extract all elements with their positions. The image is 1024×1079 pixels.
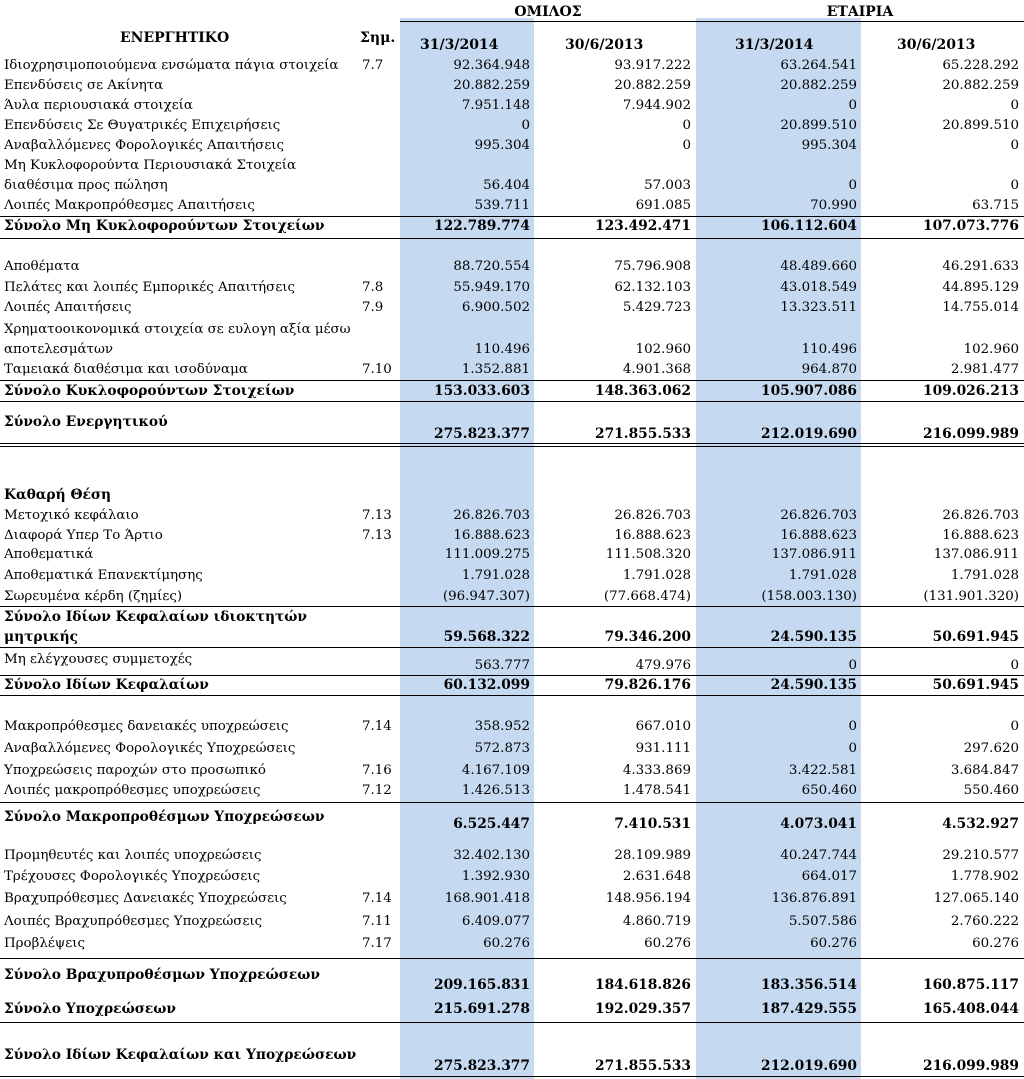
amount-cell: 563.777 — [474, 658, 530, 673]
row-label: Σύνολο Μακροπροθέσμων Υποχρεώσεων — [4, 809, 325, 825]
amount-cell: 4.167.109 — [461, 763, 530, 778]
note-ref: 7.7 — [362, 58, 384, 73]
amount-cell: 123.492.471 — [594, 218, 691, 234]
row-label: Αποθεματικά — [4, 547, 94, 562]
row-rule — [0, 238, 1024, 239]
amount-cell: 63.715 — [972, 198, 1019, 213]
row-label: Μη Κυκλοφορούντα Περιουσιακά Στοιχεία — [4, 158, 296, 173]
amount-cell: 32.402.130 — [453, 848, 530, 863]
row-label: Λοιπές Μακροπρόθεσμες Απαιτήσεις — [4, 198, 255, 213]
amount-cell: 148.363.062 — [594, 383, 691, 399]
row-rule — [0, 1022, 1024, 1023]
amount-cell: 0 — [1010, 98, 1019, 113]
amount-cell: (131.901.320) — [923, 589, 1019, 604]
amount-cell: 0 — [682, 138, 691, 153]
amount-cell: 56.404 — [483, 178, 530, 193]
amount-cell: 102.960 — [635, 342, 691, 357]
amount-cell: 4.073.041 — [780, 816, 857, 832]
amount-cell: 43.018.549 — [780, 280, 857, 295]
note-ref: 7.8 — [362, 280, 384, 295]
row-label: Αναβαλλόμενες Φορολογικές Απαιτήσεις — [4, 138, 285, 153]
amount-cell: 44.895.129 — [942, 280, 1019, 295]
amount-cell: 20.882.259 — [453, 78, 530, 93]
amount-cell: 275.823.377 — [433, 426, 530, 442]
amount-cell: 3.422.581 — [788, 763, 857, 778]
amount-cell: 111.508.320 — [605, 547, 691, 562]
row-rule — [0, 695, 1024, 696]
note-ref: 7.14 — [362, 719, 392, 734]
amount-cell: 2.760.222 — [950, 914, 1019, 929]
note-ref: 7.9 — [362, 300, 384, 315]
row-label: Προβλέψεις — [4, 936, 85, 951]
amount-cell: 50.691.945 — [932, 677, 1019, 693]
row-label: Λοιπές Βραχυπρόθεσμες Υποχρεώσεις — [4, 914, 263, 929]
amount-cell: 93.917.222 — [614, 58, 691, 73]
amount-cell: 7.951.148 — [461, 98, 530, 113]
amount-cell: 20.899.510 — [942, 118, 1019, 133]
amount-cell: 1.791.028 — [950, 568, 1019, 583]
amount-cell: 79.826.176 — [604, 677, 691, 693]
amount-cell: 16.888.623 — [942, 528, 1019, 543]
amount-cell: 212.019.690 — [760, 1058, 857, 1074]
amount-cell: 105.907.086 — [760, 383, 857, 399]
amount-cell: 148.956.194 — [605, 891, 691, 906]
amount-cell: 691.085 — [635, 198, 691, 213]
amount-cell: 7.944.902 — [622, 98, 691, 113]
date-header: 31/3/2014 — [735, 37, 814, 53]
amount-cell: 216.099.989 — [922, 426, 1019, 442]
amount-cell: 110.496 — [474, 342, 530, 357]
amount-cell: 60.276 — [483, 936, 530, 951]
note-ref: 7.13 — [362, 528, 392, 543]
row-label: Άυλα περιουσιακά στοιχεία — [4, 98, 193, 113]
amount-cell: 26.826.703 — [780, 508, 857, 523]
amount-cell: 6.525.447 — [453, 816, 530, 832]
amount-cell: 271.855.533 — [594, 1058, 691, 1074]
row-label: Λοιπές μακροπρόθεσμες υποχρεώσεις — [4, 783, 261, 798]
amount-cell: 40.247.744 — [780, 848, 857, 863]
row-label: Προμηθευτές και λοιπές υποχρεώσεις — [4, 848, 262, 863]
amount-cell: 650.460 — [801, 783, 857, 798]
row-label: Μετοχικό κεφάλαιο — [4, 508, 139, 523]
amount-cell: 931.111 — [635, 741, 691, 756]
amount-cell: 1.778.902 — [950, 869, 1019, 884]
amount-cell: 122.789.774 — [433, 218, 530, 234]
row-rule — [0, 606, 1024, 607]
note-ref: 7.10 — [362, 362, 392, 377]
amount-cell: 297.620 — [963, 741, 1019, 756]
amount-cell: 106.112.604 — [760, 218, 857, 234]
row-rule — [0, 1076, 1024, 1077]
row-rule — [0, 647, 1024, 648]
amount-cell: 667.010 — [635, 719, 691, 734]
amount-cell: 111.009.275 — [444, 547, 530, 562]
amount-cell: 136.876.891 — [771, 891, 857, 906]
amount-cell: 664.017 — [801, 869, 857, 884]
company-header: ΕΤΑΙΡΙΑ — [826, 4, 894, 20]
note-ref: 7.14 — [362, 891, 392, 906]
row-label: Μακροπρόθεσμες δανειακές υποχρεώσεις — [4, 719, 289, 734]
amount-cell: 29.210.577 — [942, 848, 1019, 863]
amount-cell: 26.826.703 — [453, 508, 530, 523]
note-ref: 7.17 — [362, 936, 392, 951]
amount-cell: 212.019.690 — [760, 426, 857, 442]
amount-cell: 4.860.719 — [622, 914, 691, 929]
row-label: Σωρευμένα κέρδη (ζημίες) — [4, 589, 183, 604]
row-rule — [0, 216, 1024, 217]
row-label: Ιδιοχρησιμοποιούμενα ενσώματα πάγια στοιχεία — [4, 58, 339, 73]
row-label: Σύνολο Ιδίων Κεφαλαίων — [4, 677, 209, 693]
amount-cell: 165.408.044 — [922, 1001, 1019, 1017]
amount-cell: 137.086.911 — [771, 547, 857, 562]
amount-cell: 964.870 — [801, 362, 857, 377]
amount-cell: 6.409.077 — [461, 914, 530, 929]
amount-cell: 20.882.259 — [942, 78, 1019, 93]
amount-cell: 20.882.259 — [780, 78, 857, 93]
amount-cell: 88.720.554 — [453, 259, 530, 274]
amount-cell: 168.901.418 — [444, 891, 530, 906]
amount-cell: 0 — [848, 658, 857, 673]
amount-cell: 0 — [848, 178, 857, 193]
amount-cell: 0 — [521, 118, 530, 133]
note-column-header: Σημ. — [360, 30, 396, 46]
date-header: 30/6/2013 — [565, 37, 644, 53]
row-label: Αποθέματα — [4, 259, 80, 274]
amount-cell: 358.952 — [474, 719, 530, 734]
amount-cell: 24.590.135 — [770, 677, 857, 693]
amount-cell: 20.899.510 — [780, 118, 857, 133]
amount-cell: 60.276 — [644, 936, 691, 951]
amount-cell: 995.304 — [474, 138, 530, 153]
row-label-continued: μητρικής — [4, 629, 79, 645]
amount-cell: 16.888.623 — [453, 528, 530, 543]
amount-cell: 550.460 — [963, 783, 1019, 798]
amount-cell: 479.976 — [635, 658, 691, 673]
row-label: Αναβαλλόμενες Φορολογικές Υποχρεώσεις — [4, 741, 296, 756]
amount-cell: 102.960 — [963, 342, 1019, 357]
amount-cell: (77.668.474) — [603, 589, 691, 604]
amount-cell: 16.888.623 — [614, 528, 691, 543]
amount-cell: 183.356.514 — [760, 977, 857, 993]
amount-cell: 153.033.603 — [433, 383, 530, 399]
amount-cell: 995.304 — [801, 138, 857, 153]
amount-cell: 4.532.927 — [942, 816, 1019, 832]
amount-cell: 0 — [848, 719, 857, 734]
amount-cell: 7.410.531 — [614, 816, 691, 832]
note-ref: 7.11 — [362, 914, 392, 929]
amount-cell: 160.875.117 — [922, 977, 1019, 993]
row-label: Τρέχουσες Φορολογικές Υποχρεώσεις — [4, 869, 261, 884]
amount-cell: 107.073.776 — [922, 218, 1019, 234]
amount-cell: 60.276 — [810, 936, 857, 951]
amount-cell: 70.990 — [810, 198, 857, 213]
row-rule — [0, 675, 1024, 676]
note-ref: 7.12 — [362, 783, 392, 798]
section-title: ΕΝΕΡΓΗΤΙΚΟ — [120, 30, 230, 46]
row-label: Σύνολο Βραχυπροθέσμων Υποχρεώσεων — [4, 967, 320, 983]
row-label: Επενδύσεις σε Ακίνητα — [4, 78, 164, 93]
row-label: Σύνολο Μη Κυκλοφορούντων Στοιχείων — [4, 218, 325, 234]
amount-cell: 0 — [682, 118, 691, 133]
row-label: Μη ελέγχουσες συμμετοχές — [4, 652, 193, 667]
amount-cell: 55.949.170 — [453, 280, 530, 295]
date-header: 30/6/2013 — [897, 37, 976, 53]
row-label: Διαφορά Υπερ Το Άρτιο — [4, 528, 163, 543]
amount-cell: 539.711 — [474, 198, 530, 213]
amount-cell: 59.568.322 — [443, 629, 530, 645]
row-rule — [0, 802, 1024, 803]
amount-cell: 1.791.028 — [622, 568, 691, 583]
amount-cell: 1.478.541 — [622, 783, 691, 798]
amount-cell: 14.755.014 — [942, 300, 1019, 315]
amount-cell: 187.429.555 — [760, 1001, 857, 1017]
amount-cell: 3.684.847 — [950, 763, 1019, 778]
row-rule — [0, 958, 1024, 959]
note-ref: 7.13 — [362, 508, 392, 523]
amount-cell: 0 — [1010, 719, 1019, 734]
row-label: Σύνολο Ιδίων Κεφαλαίων και Υποχρεώσεων — [4, 1047, 357, 1063]
amount-cell: 184.618.826 — [594, 977, 691, 993]
row-label: Υποχρεώσεις παροχών στο προσωπικό — [4, 763, 266, 778]
amount-cell: 127.065.140 — [933, 891, 1019, 906]
row-label: Σύνολο Ιδίων Κεφαλαίων ιδιοκτητών — [4, 609, 307, 625]
amount-cell: 0 — [1010, 178, 1019, 193]
amount-cell: 2.981.477 — [950, 362, 1019, 377]
row-label: Βραχυπρόθεσμες Δανειακές Υποχρεώσεις — [4, 891, 287, 906]
amount-cell: 16.888.623 — [780, 528, 857, 543]
amount-cell: 62.132.103 — [614, 280, 691, 295]
amount-cell: 79.346.200 — [604, 629, 691, 645]
amount-cell: 75.796.908 — [614, 259, 691, 274]
amount-cell: 0 — [1010, 138, 1019, 153]
row-label: Πελάτες και λοιπές Εμπορικές Απαιτήσεις — [4, 280, 296, 295]
row-label: Καθαρή Θέση — [4, 487, 112, 503]
double-rule — [0, 443, 1024, 447]
amount-cell: 13.323.511 — [780, 300, 857, 315]
amount-cell: (96.947.307) — [442, 589, 530, 604]
group-header: ΟΜΙΛΟΣ — [514, 4, 582, 20]
amount-cell: 572.873 — [474, 741, 530, 756]
amount-cell: 137.086.911 — [933, 547, 1019, 562]
row-label: Σύνολο Υποχρεώσεων — [4, 1001, 176, 1017]
amount-cell: 57.003 — [644, 178, 691, 193]
amount-cell: 48.489.660 — [780, 259, 857, 274]
amount-cell: 20.882.259 — [614, 78, 691, 93]
amount-cell: 0 — [848, 98, 857, 113]
amount-cell: 60.132.099 — [443, 677, 530, 693]
amount-cell: 216.099.989 — [922, 1058, 1019, 1074]
amount-cell: 1.791.028 — [788, 568, 857, 583]
row-rule — [0, 401, 1024, 402]
amount-cell: 63.264.541 — [780, 58, 857, 73]
amount-cell: 46.291.633 — [942, 259, 1019, 274]
row-label-continued: διαθέσιμα προς πώληση — [4, 178, 168, 193]
amount-cell: 275.823.377 — [433, 1058, 530, 1074]
amount-cell: 4.901.368 — [622, 362, 691, 377]
date-header: 31/3/2014 — [420, 37, 499, 53]
amount-cell: 5.429.723 — [622, 300, 691, 315]
row-label-continued: αποτελεσμάτων — [4, 342, 114, 357]
row-label: Αποθεματικά Επανεκτίμησης — [4, 568, 203, 583]
amount-cell: (158.003.130) — [761, 589, 857, 604]
amount-cell: 109.026.213 — [922, 383, 1019, 399]
amount-cell: 0 — [848, 741, 857, 756]
amount-cell: 1.352.881 — [461, 362, 530, 377]
row-label: Σύνολο Κυκλοφορούντων Στοιχείων — [4, 383, 295, 399]
row-label: Επενδύσεις Σε Θυγατρικές Επιχειρήσεις — [4, 118, 281, 133]
amount-cell: 192.029.357 — [594, 1001, 691, 1017]
amount-cell: 2.631.648 — [622, 869, 691, 884]
row-label: Ταμειακά διαθέσιμα και ισοδύναμα — [4, 362, 248, 377]
amount-cell: 26.826.703 — [614, 508, 691, 523]
amount-cell: 1.426.513 — [461, 783, 530, 798]
row-label: Λοιπές Απαιτήσεις — [4, 300, 132, 315]
amount-cell: 1.392.930 — [461, 869, 530, 884]
note-ref: 7.16 — [362, 763, 392, 778]
amount-cell: 6.900.502 — [461, 300, 530, 315]
amount-cell: 26.826.703 — [942, 508, 1019, 523]
amount-cell: 209.165.831 — [433, 977, 530, 993]
amount-cell: 1.791.028 — [461, 568, 530, 583]
amount-cell: 4.333.869 — [622, 763, 691, 778]
amount-cell: 92.364.948 — [453, 58, 530, 73]
row-label: Σύνολο Ενεργητικού — [4, 414, 168, 430]
amount-cell: 60.276 — [972, 936, 1019, 951]
amount-cell: 0 — [1010, 658, 1019, 673]
amount-cell: 65.228.292 — [942, 58, 1019, 73]
amount-cell: 28.109.989 — [614, 848, 691, 863]
amount-cell: 5.507.586 — [788, 914, 857, 929]
amount-cell: 110.496 — [801, 342, 857, 357]
amount-cell: 215.691.278 — [433, 1001, 530, 1017]
row-label: Χρηματοοικονομικά στοιχεία σε ευλογη αξία μέσω — [4, 322, 351, 337]
header-divider — [400, 21, 1024, 22]
amount-cell: 50.691.945 — [932, 629, 1019, 645]
amount-cell: 24.590.135 — [770, 629, 857, 645]
amount-cell: 271.855.533 — [594, 426, 691, 442]
row-rule — [0, 380, 1024, 381]
